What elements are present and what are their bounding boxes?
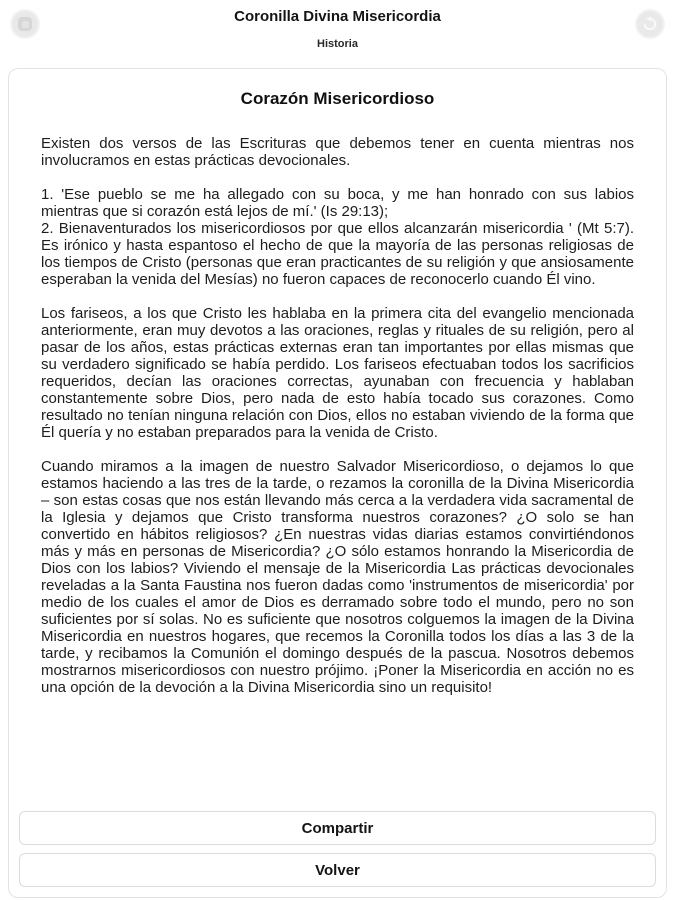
article-body [41,135,634,696]
paragraph-intro: Existen dos versos de las Escrituras que debemos tener en cuenta mientras nos involucramos en estas prácticas devocionales. [41,135,634,169]
paragraph-verse-1: 1. 'Ese pueblo se me ha allegado con su boca, y me han honrado con sus labios mientras que si corazón está lejos de mí.' (Is 29:13); [41,186,634,220]
back-button[interactable]: Volver [19,853,656,887]
square-icon [18,17,32,31]
nav-left-button[interactable] [10,9,40,39]
paragraph-pharisees: Los fariseos, a los que Cristo les hablaba en la primera cita del evangelio mencionada anteriormente, eran muy devotos a las oraciones, reglas y rituales de su religión, pero al pasar de los años, estas prácticas externas eran tan importantes por ellas mismas que su verdadero significado se había perdido. Los fariseos efectuaban todos los sacrificios requeridos, decían las oraciones correctas, ayunaban con frecuencia y hablaban constantemente sobre Dios, pero nada de esto había tocado sus corazones. Como resultado no tenían ninguna relación con Dios, ellos no estaban viviendo de la forma que Él quería y no estaban preparados para la venida de Cristo. [41,305,634,441]
article-card [8,68,667,898]
article-title: Corazón Misericordioso [240,89,435,108]
nav-right-button[interactable] [635,9,665,39]
page-subtitle: Historia [317,38,358,50]
paragraph-reflection: Cuando miramos a la imagen de nuestro Salvador Misericordioso, o dejamos lo que estamos haciendo a las tres de la tarde, o rezamos la coronilla de la Divina Misericordia – son estas cosas que nos están llevando más cerca a la verdadera vida sacramental de la Iglesia y dejamos que Cristo transforma nuestros corazones? ¿O solo se han convertido en hábitos religiosos? ¿En nuestras vidas diarias estamos convirtiéndonos más y más en personas de Misericordia? ¿O sólo estamos honrando la Misericordia de Dios con los labios? Viviendo el mensaje de la Misericordia Las prácticas devocionales reveladas a la Santa Faustina nos fueron dadas como 'instrumentos de misericordia' por medio de los cuales el amor de Dios es derramado sobre todo el mundo, pero no son suficientes por sí solas. No es suficiente que nosotros colguemos la imagen de la Divina Misericordia en nuestros hogares, que recemos la Coronilla todos los días a las 3 de la tarde, y recibamos la Comunión el domingo después de la pascua. Nosotros debemos mostrarnos misericordiosos con nuestro prójimo. ¡Poner la Misericordia en acción no es una opción de la devoción a la Divina Misericordia sino un requisito! [41,458,634,696]
paragraph-verse-2: 2. Bienaventurados los misericordiosos por que ellos alcanzarán misericordia ' (Mt 5:7). Es irónico y hasta espantoso el hecho de que la mayoría de las personas religiosas de los tiempos de Cristo (personas que eran practicantes de su religión y que ansiosamente esperaban la venida del Mesías) no fueron capaces de reconocerlo cuando Él vino. [41,220,634,288]
undo-arrow-icon [641,15,659,33]
share-button[interactable]: Compartir [19,811,656,845]
app-title: Coronilla Divina Misericordia [234,8,441,25]
